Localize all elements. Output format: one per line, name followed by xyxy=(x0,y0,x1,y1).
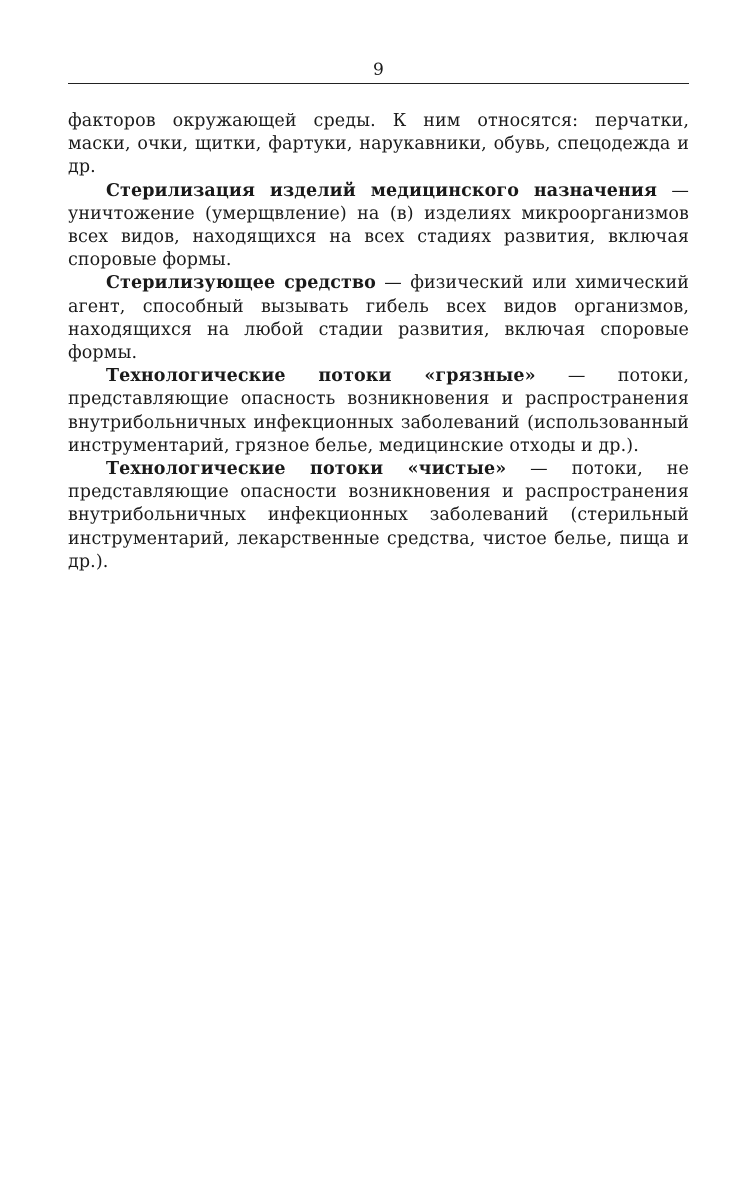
definition-text: — потоки, не представляющие опасности возникновения и распространения внутрибольничных инфекционных заболеваний (стерильный инструментарий, лекарственные средства, чистое белье, пища и др.). xyxy=(68,459,690,572)
paragraph-text: факторов окружающей среды. К ним относятся: перчатки, маски, очки, щитки, фартуки, нарукавники, обувь, спецодежда и др. xyxy=(68,111,689,178)
definition-text: — потоки, представляющие опасность возникновения и распространения внутрибольничных инфекционных заболеваний (использованный инструментарий, грязное белье, медицинские отходы и др.). xyxy=(68,366,689,456)
definition-term: Технологические потоки «грязные» xyxy=(106,366,536,387)
definition-term: Технологические потоки «чистые» xyxy=(106,459,507,480)
header-rule xyxy=(68,83,689,84)
definition-sterilization xyxy=(68,180,689,273)
definition-text: — уничтожение (умерщвление) на (в) изделиях микроорганизмов всех видов, находящихся на всех стадиях развития, включая споровые формы. xyxy=(68,180,690,271)
page-number: 9 xyxy=(372,60,385,80)
definition-clean-flows xyxy=(68,458,689,574)
body-text xyxy=(68,110,689,574)
definition-term: Стерилизация изделий медицинского назначения xyxy=(106,180,658,201)
document-page xyxy=(68,0,689,574)
definition-text: — физический или химический агент, способный вызывать гибель всех видов организмов, находящихся на любой стадии развития, включая споровые формы. xyxy=(68,273,689,364)
definition-term: Стерилизующее средство xyxy=(106,273,376,294)
definition-sterilizing-agent xyxy=(68,272,689,365)
paragraph-continuation xyxy=(68,110,689,180)
definition-dirty-flows xyxy=(68,365,689,458)
